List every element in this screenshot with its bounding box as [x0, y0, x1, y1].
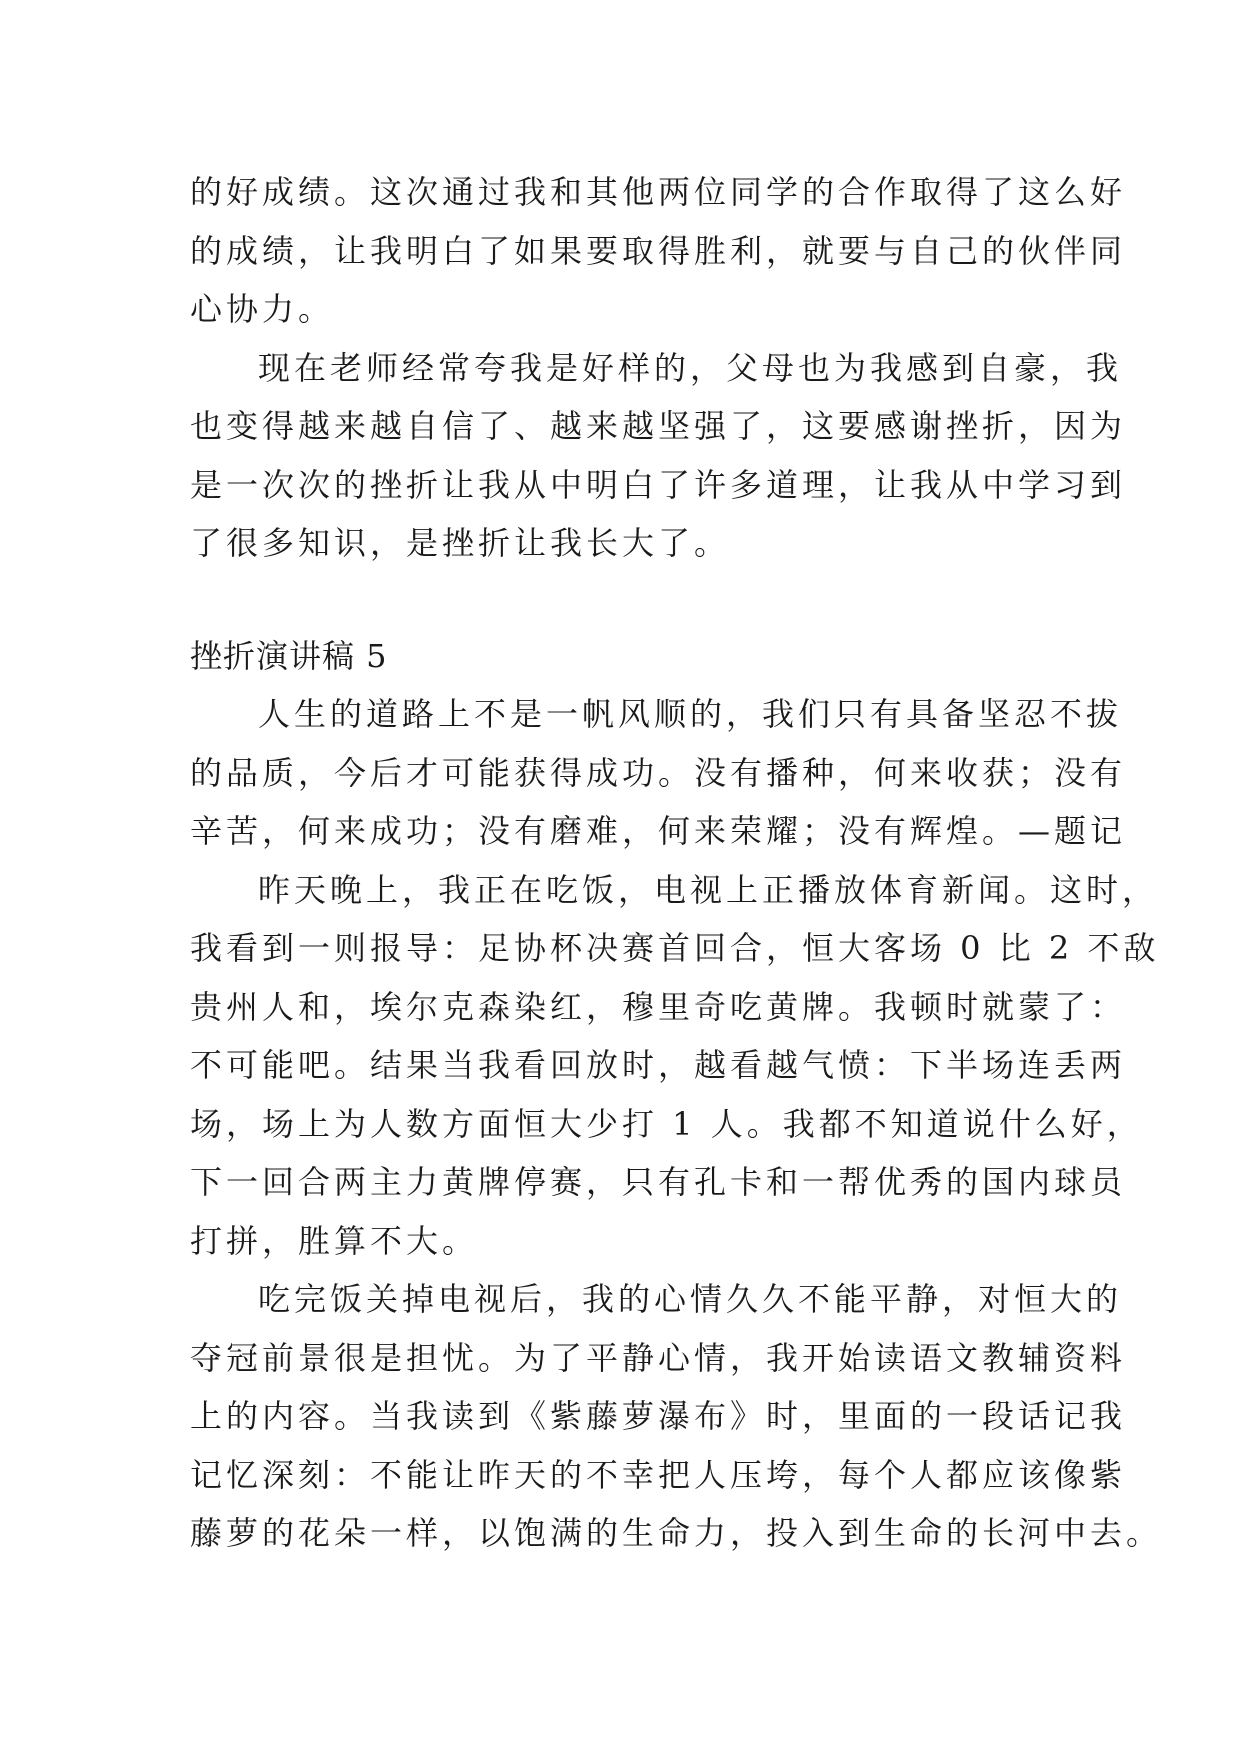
text-line: 心协力。 — [190, 290, 335, 328]
text-line: 的成绩，让我明白了如果要取得胜利，就要与自己的伙伴同 — [190, 231, 1127, 270]
paragraph — [190, 163, 1127, 339]
text-line: 记忆深刻：不能让昨天的不幸把人压垮，每个人都应该像紫 — [190, 1455, 1127, 1494]
text-line: 辛苦，何来成功；没有磨难，何来荣耀；没有辉煌。—题记 — [190, 812, 1127, 850]
text-line: 藤萝的花朵一样，以饱满的生命力，投入到生命的长河中去。 — [190, 1514, 1163, 1552]
text-line: 夺冠前景很是担忧。为了平静心情，我开始读语文教辅资料 — [190, 1338, 1127, 1377]
section-title: 挫折演讲稿 5 — [190, 636, 388, 675]
text-line: 的好成绩。这次通过我和其他两位同学的合作取得了这么好 — [190, 173, 1127, 211]
text-line: 场，场上为人数方面恒大少打 1 人。我都不知道说什么好， — [190, 1104, 1143, 1143]
text-line: 我看到一则报导：足协杯决赛首回合，恒大客场 0 比 2 不敌 — [190, 929, 1160, 967]
paragraph — [190, 1270, 1163, 1563]
section-spacer — [190, 573, 1050, 627]
text-line: 现在老师经常夸我是好样的，父母也为我感到自豪，我 — [258, 348, 1123, 387]
document-body — [190, 163, 1163, 1563]
paragraph — [190, 861, 1160, 1271]
text-line: 下一回合两主力黄牌停赛，只有孔卡和一帮优秀的国内球员 — [190, 1163, 1127, 1201]
text-line: 上的内容。当我读到《紫藤萝瀑布》时，里面的一段话记我 — [190, 1397, 1127, 1435]
text-line: 人生的道路上不是一帆风顺的，我们只有具备坚忍不拔 — [258, 695, 1123, 733]
text-line: 是一次次的挫折让我从中明白了许多道理，让我从中学习到 — [190, 465, 1127, 504]
text-line: 的品质，今后才可能获得成功。没有播种，何来收获；没有 — [190, 753, 1127, 792]
text-line: 了很多知识，是挫折让我长大了。 — [190, 524, 731, 562]
paragraph — [190, 339, 1127, 573]
text-line: 吃完饭关掉电视后，我的心情久久不能平静，对恒大的 — [258, 1280, 1123, 1318]
text-line: 不可能吧。结果当我看回放时，越看越气愤：下半场连丢两 — [190, 1046, 1127, 1084]
paragraph — [190, 685, 1127, 861]
text-line: 贵州人和，埃尔克森染红，穆里奇吃黄牌。我顿时就蒙了： — [190, 987, 1127, 1026]
text-line: 打拼，胜算不大。 — [190, 1221, 479, 1260]
text-line: 昨天晚上，我正在吃饭，电视上正播放体育新闻。这时， — [258, 870, 1159, 909]
text-line: 也变得越来越自信了、越来越坚强了，这要感谢挫折，因为 — [190, 407, 1127, 445]
